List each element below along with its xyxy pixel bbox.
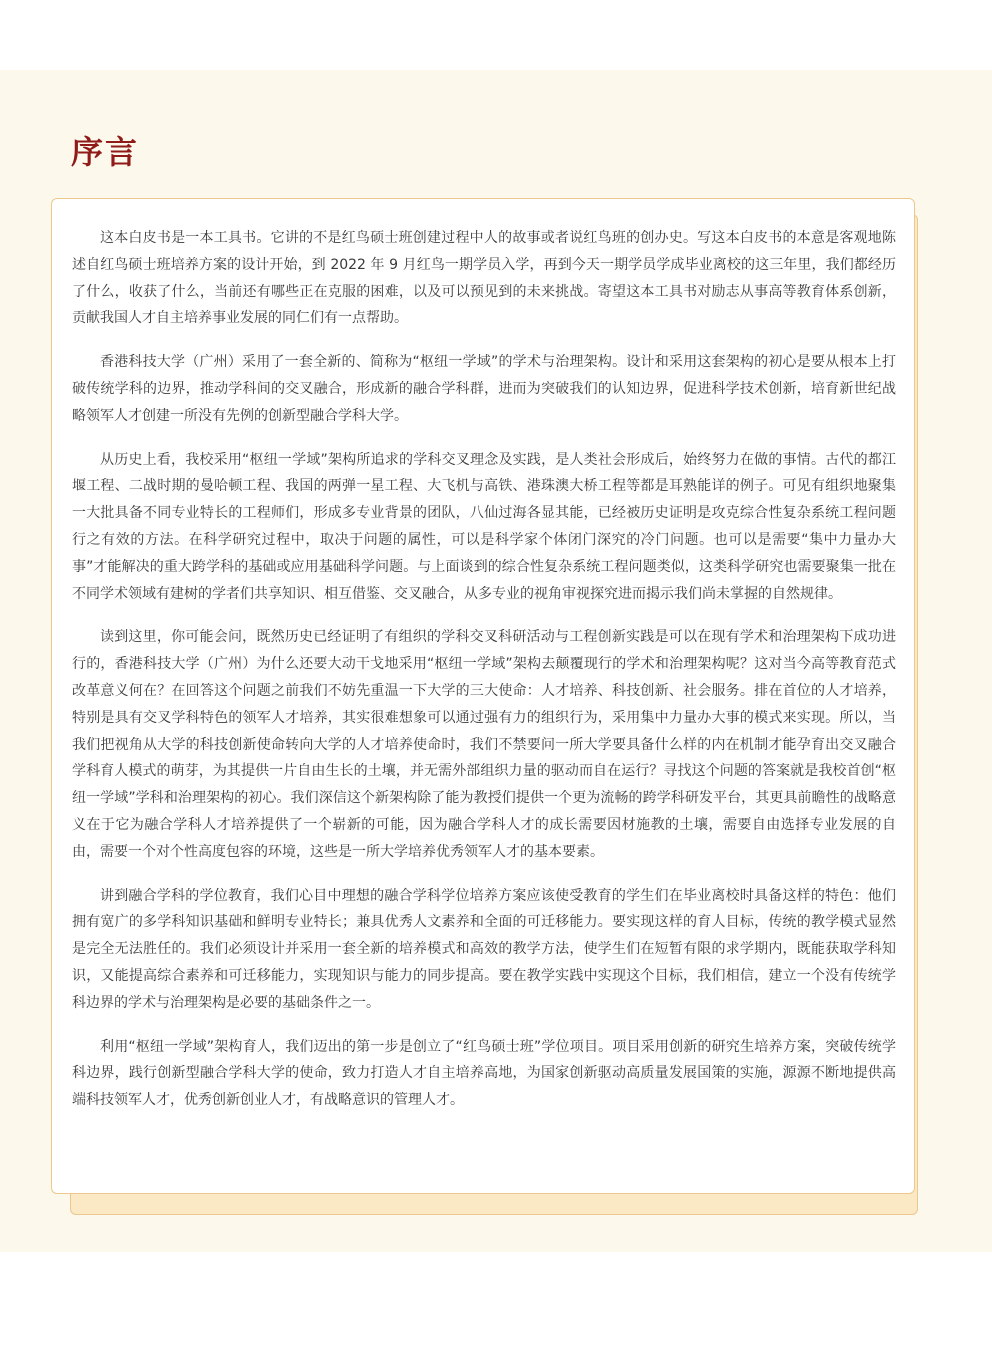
preface-paragraph-2: 香港科技大学（广州）采用了一套全新的、简称为“枢纽一学域”的学术与治理架构。设计和采用这套架构的初心是要从根本上打破传统学科的边界，推动学科间的交叉融合，形成新的融合学科群，进而为突破我们的认知边界，促进科学技术创新，培育新世纪战略领军人才创建一所没有先例的创新型融合学科大学。 xyxy=(72,354,896,424)
preface-paragraph-4: 读到这里，你可能会问，既然历史已经证明了有组织的学科交叉科研活动与工程创新实践是可以在现有学术和治理架构下成功进行的，香港科技大学（广州）为什么还要大动干戈地采用“枢纽一学域”架构去颠覆现行的学术和治理架构呢？这对当今高等教育范式改革意义何在？在回答这个问题之前我们不妨先重温一下大学的三大使命：人才培养、科技创新、社会服务。排在首位的人才培养，特别是具有交叉学科特色的领军人才培养，其实很难想象可以通过强有力的组织行为，采用集中力量办大事的模式来实现。所以，当我们把视角从大学的科技创新使命转向大学的人才培养使命时，我们不禁要问一所大学要具备什么样的内在机制才能孕育出交叉融合学科育人模式的萌芽，为其提供一片自由生长的土壤，并无需外部组织力量的驱动而自在运行？寻找这个问题的答案就是我校首创“枢纽一学域”学科和治理架构的初心。我们深信这个新架构除了能为教授们提供一个更为流畅的跨学科研发平台，其更具前瞻性的战略意义在于它为融合学科人才培养提供了一个崭新的可能，因为融合学科人才的成长需要因材施教的土壤，需要自由选择专业发展的自由，需要一个对个性高度包容的环境，这些是一所大学培养优秀领军人才的基本要素。 xyxy=(72,629,896,860)
preface-paragraph-5: 讲到融合学科的学位教育，我们心目中理想的融合学科学位培养方案应该使受教育的学生们在毕业离校时具备这样的特色：他们拥有宽广的多学科知识基础和鲜明专业特长；兼具优秀人文素养和全面的可迁移能力。要实现这样的育人目标，传统的教学模式显然是完全无法胜任的。我们必须设计并采用一套全新的培养模式和高效的教学方法，使学生们在短暂有限的求学期内，既能获取学科知识，又能提高综合素养和可迁移能力，实现知识与能力的同步提高。要在教学实践中实现这个目标，我们相信，建立一个没有传统学科边界的学术与治理架构是必要的基础条件之一。 xyxy=(72,887,896,1011)
preface-card xyxy=(51,198,915,1194)
preface-paragraph-1: 这本白皮书是一本工具书。它讲的不是红鸟硕士班创建过程中人的故事或者说红鸟班的创办史。写这本白皮书的本意是客观地陈述自红鸟硕士班培养方案的设计开始，到 2022 年 9 月红鸟一期学员入学，再到今天一期学员学成毕业离校的这三年里，我们都经历了什么，收获了什么，当前还有哪些正在克服的困难，以及可以预见到的未来挑战。寄望这本工具书对励志从事高等教育体系创新，贡献我国人才自主培养事业发展的同仁们有一点帮助。 xyxy=(72,230,896,327)
page-title: 序言 xyxy=(71,133,140,171)
preface-paragraph-3: 从历史上看，我校采用“枢纽一学域”架构所追求的学科交叉理念及实践，是人类社会形成后，始终努力在做的事情。古代的都江堰工程、二战时期的曼哈顿工程、我国的两弹一星工程、大飞机与高铁、港珠澳大桥工程等都是耳熟能详的例子。可见有组织地聚集一大批具备不同专业特长的工程师们，形成多专业背景的团队，八仙过海各显其能，已经被历史证明是攻克综合性复杂系统工程问题行之有效的方法。在科学研究过程中，取决于问题的属性，可以是科学家个体闭门深究的冷门问题。也可以是需要“集中力量办大事”才能解决的重大跨学科的基础或应用基础科学问题。与上面谈到的综合性复杂系统工程问题类似，这类科学研究也需要聚集一批在不同学术领域有建树的学者们共享知识、相互借鉴、交叉融合，从多专业的视角审视探究进而揭示我们尚未掌握的自然规律。 xyxy=(72,451,896,602)
preface-paragraph-6: 利用“枢纽一学域”架构育人，我们迈出的第一步是创立了“红鸟硕士班”学位项目。项目采用创新的研究生培养方案，突破传统学科边界，践行创新型融合学科大学的使命，致力打造人才自主培养高地，为国家创新驱动高质量发展国策的实施，源源不断地提供高端科技领军人才，优秀创新创业人才，有战略意识的管理人才。 xyxy=(72,1038,896,1109)
